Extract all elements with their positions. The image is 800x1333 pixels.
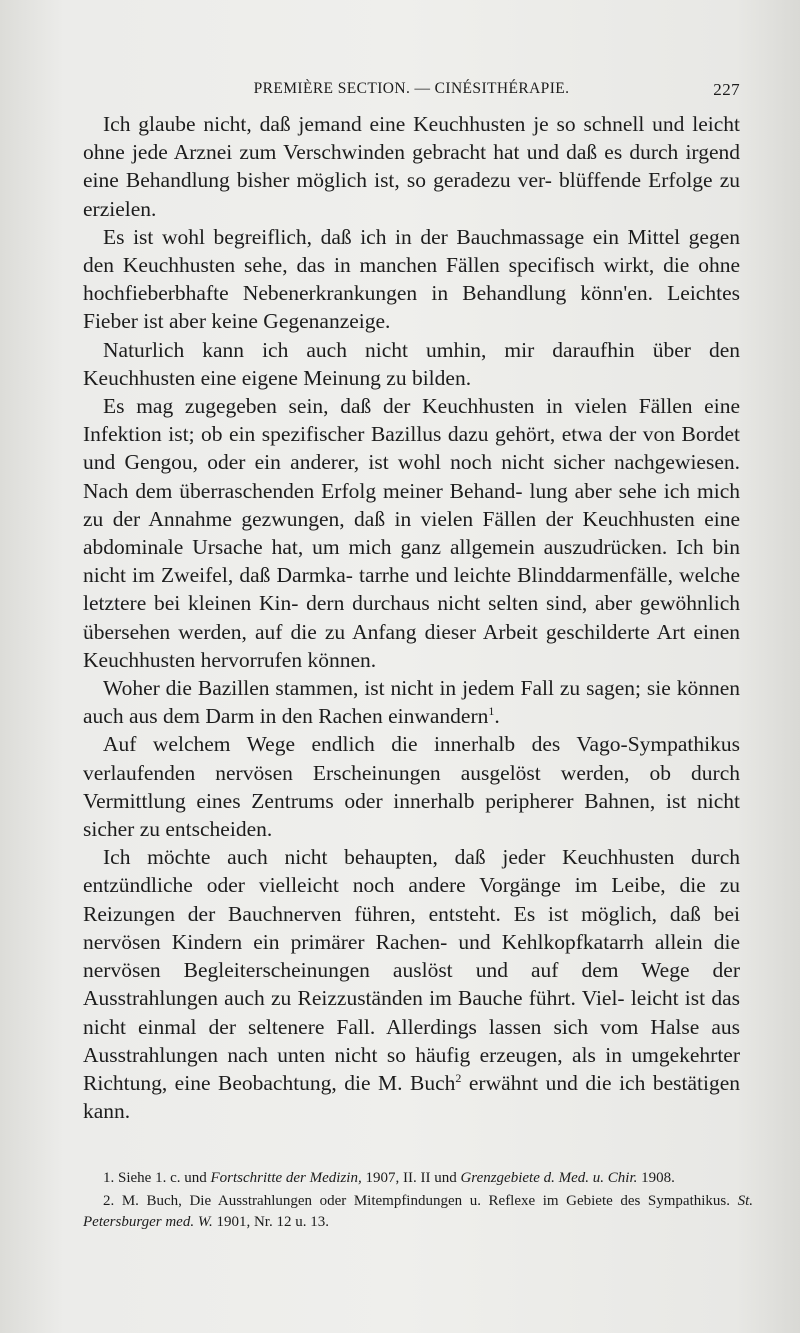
footnotes (83, 1168, 753, 1235)
paragraph: Woher die Bazillen stammen, ist nicht in jedem Fall zu sagen; sie können auch aus dem Darm in den Rachen einwandern$^1$. (83, 676, 740, 729)
main-text (83, 110, 740, 1125)
running-header (83, 80, 740, 102)
footnote-ref: 2 (455, 1070, 462, 1085)
paragraph-text: erwähnt und die ich bestätigen kann. (83, 1070, 740, 1124)
footnote-ref: 1 (488, 704, 495, 719)
footnote-number: 1. (103, 1170, 115, 1186)
footnote-number: 2. (103, 1193, 115, 1209)
paragraph: Auf welchem Wege endlich die innerhalb des Vago-Sympathikus verlaufenden nervösen Erscheinungen ausgelöst werden, ob durch Vermittlung eines Zentrums oder innerhalb peripherer Bahnen, ist nicht sicher zu entscheiden. (83, 732, 740, 842)
running-title: PREMIÈRE SECTION. — CINÉSITHÉRAPIE. (253, 80, 570, 97)
page-number: 227 (713, 80, 740, 99)
paragraph-text: Ich möchte auch nicht behaupten, daß jeder Keuchhusten durch entzündliche oder vielleicht noch andere Vorgänge im Leibe, die zu Reizungen der Bauchnerven führen, entsteht. Es ist möglich, daß bei nervösen Kindern ein primärer Rachen- und Kehlkopfkatarrh allein die nervösen Begleiterscheinungen auslöst und auf dem Wege der Ausstrahlungen auch zu Reizzuständen im Bauche führt. Viel- leicht ist das nicht einmal der seltenere Fall. Allerdings lassen sich vom Halse aus Ausstrahlungen nach unten nicht so häufig erzeugen, als in umgekehrter Richtung, eine Beobachtung, die M. Buch (83, 845, 740, 1095)
paragraph (83, 843, 740, 1125)
paragraph: Es ist wohl begreiflich, daß ich in der Bauchmassage ein Mittel gegen den Keuchhusten sehe, das in manchen Fällen specifisch wirkt, die ohne hochfieberbhafte Nebenerkrankungen in Behandlung könn'en. Leichtes Fieber ist aber keine Gegenanzeige. (83, 224, 740, 334)
paragraph: Es mag zugegeben sein, daß der Keuchhusten in vielen Fällen eine Infektion ist; ob ein spezifischer Bazillus dazu gehört, etwa der von Bordet und Gengou, oder ein anderer, ist wohl noch nicht sicher nachgewiesen. Nach dem überraschenden Erfolg meiner Behand- lung aber sehe ich mich zu der Annahme gezwungen, daß in vielen Fällen der Keuchhusten eine abdominale Ursache hat, um mich ganz allgemein auszudrücken. Ich bin nicht im Zweifel, daß Darmka- tarrhe und leichte Blinddarmenfälle, welche letztere bei kleinen Kin- dern durchaus nicht selten sind, aber gewöhnlich übersehen werden, auf die zu Anfang dieser Arbeit geschilderte Art einen Keuchhusten hervorrufen können. (83, 394, 740, 672)
footnote-1: 1. Siehe 1. c. und Fortschritte der Medizin, 1907, II. II und Grenzgebiete d. Med. u. Chir. 1908. (103, 1170, 675, 1186)
paragraph: Ich glaube nicht, daß jemand eine Keuchhusten je so schnell und leicht ohne jede Arznei zum Verschwinden gebracht hat und daß es durch irgend eine Behandlung bisher möglich ist, so geradezu ver- blüffende Erfolge zu erzielen. (83, 112, 740, 221)
footnote-2: 2. M. Buch, Die Ausstrahlungen oder Mitempfindungen u. Reflexe im Gebiete des Sympathikus. St. Petersburger med. W. 1901, Nr. 12 u. 13. (83, 1193, 754, 1230)
paragraph-text: Woher die Bazillen stammen, ist nicht in jedem Fall zu sagen; sie können auch aus dem Darm in den Rachen einwandern (83, 676, 740, 729)
paragraph: Naturlich kann ich auch nicht umhin, mir daraufhin über den Keuchhusten eine eigene Meinung zu bilden. (83, 337, 740, 390)
